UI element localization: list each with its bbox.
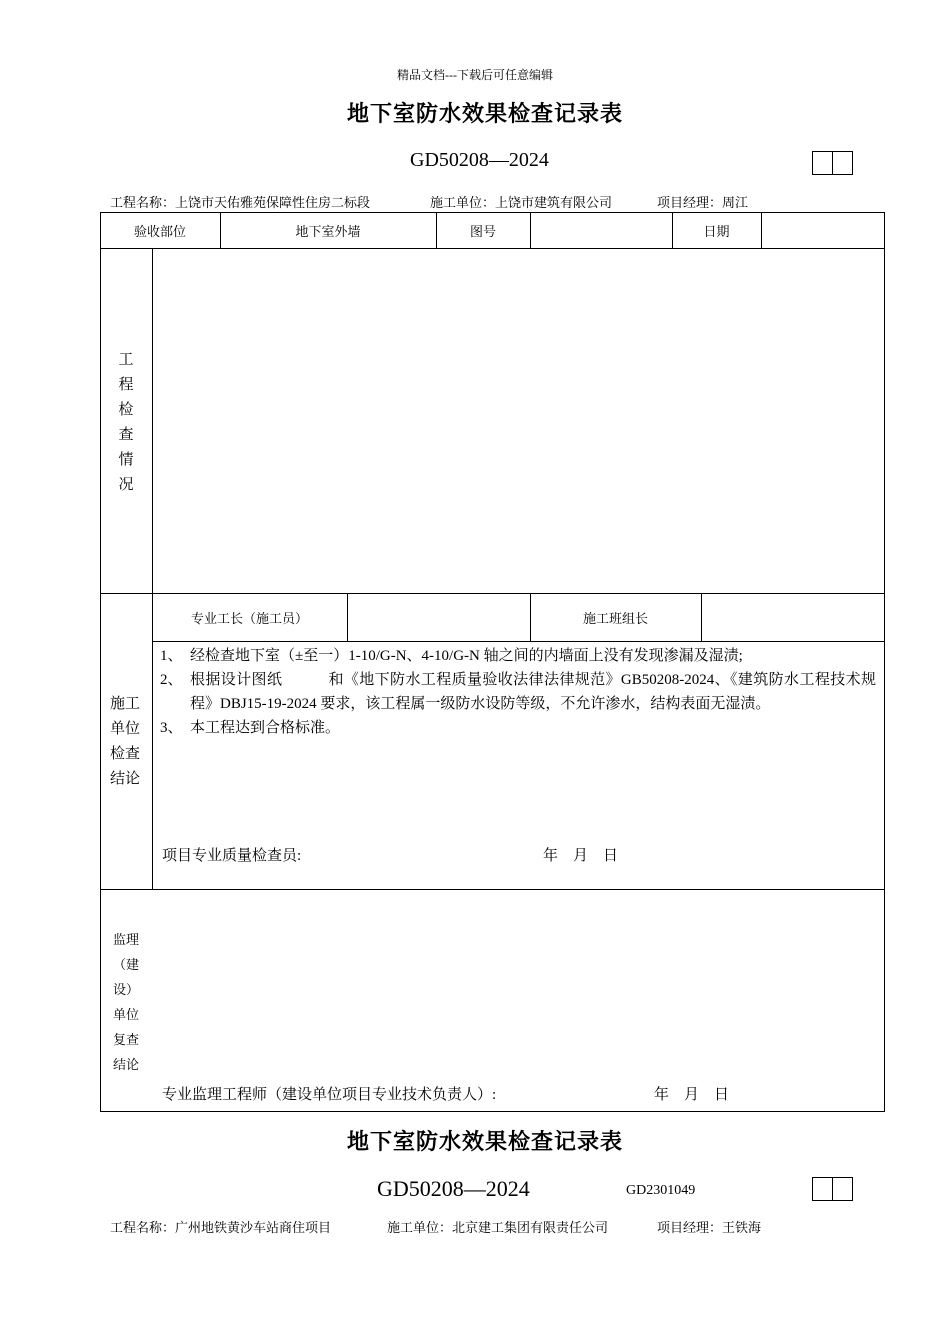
section-inspection-label: 工 程 检 查 情 况: [118, 352, 134, 493]
drawing-no-value[interactable]: [530, 212, 672, 248]
form2-checkbox-pair: [812, 1177, 853, 1201]
checkbox-pair: [812, 151, 853, 175]
project-info-row: [0, 192, 950, 210]
quality-inspector-label: 项目专业质量检查员:: [162, 848, 302, 864]
form2-doc-no: GD2301049: [626, 1183, 696, 1198]
project-name: 工程名称：上饶市天佑雅苑保障性住房二标段: [110, 195, 371, 210]
section-supervision-label: 监理 （建 设） 单位 复查 结论: [112, 932, 139, 1072]
form-title: 地下室防水效果检查记录表: [346, 101, 623, 126]
date-value[interactable]: [761, 212, 884, 248]
foreman-value[interactable]: [347, 593, 530, 641]
form2-contractor-name: 施工单位：北京建工集团有限责任公司: [387, 1220, 609, 1235]
inspection-content-area[interactable]: [153, 249, 884, 593]
form2-standard-code: GD50208—2024: [377, 1176, 530, 1201]
form2-project-name: 工程名称：广州地铁黄沙车站商住项目: [110, 1220, 332, 1235]
contractor-name: 施工单位：上饶市建筑有限公司: [430, 195, 613, 210]
conclusion-item-3: 3、 本工程达到合格标准。: [160, 720, 341, 736]
form2-title: 地下室防水效果检查记录表: [346, 1129, 623, 1154]
conclusion-list: [160, 644, 876, 740]
standard-code: GD50208—2024: [410, 149, 549, 171]
supervisor-label: 专业监理工程师（建设单位项目专业技术负责人）:: [162, 1087, 497, 1103]
drawing-no-label: 图号: [469, 223, 496, 239]
inspect-part-label: 验收部位: [133, 223, 186, 239]
conclusion-item-1: 1、 经检查地下室（±至一）1-10/G-N、4-10/G-N 轴之间的内墙面上没有发现渗漏及湿渍;: [160, 648, 743, 664]
supervisor-date: 年 月 日: [654, 1087, 730, 1103]
section-construction-label: 施工 单位 检查 结论: [109, 696, 140, 787]
conclusion-item-2: 2、 根据设计图纸 和《地下防水工程质量验收法律法律规范》GB50208-2024、《建筑防水工程技术规程》DBJ15-19-2024 要求，该工程属一级防水设防等级，不允许渗水，结构表面无湿渍。: [160, 672, 876, 712]
foreman-label: 专业工长（施工员）: [190, 610, 308, 626]
quality-inspector-date: 年 月 日: [543, 848, 619, 864]
form2-project-manager: 项目经理：王铁海: [657, 1220, 762, 1235]
inspect-part-value: 地下室外墙: [295, 223, 361, 239]
date-label: 日期: [703, 223, 730, 239]
team-leader-label: 施工班组长: [582, 610, 648, 626]
watermark-text: 精品文档---下载后可任意编辑: [397, 68, 553, 82]
team-leader-value[interactable]: [701, 593, 884, 641]
project-manager: 项目经理：周江: [657, 195, 749, 210]
form2-project-info-row: [0, 1217, 950, 1235]
